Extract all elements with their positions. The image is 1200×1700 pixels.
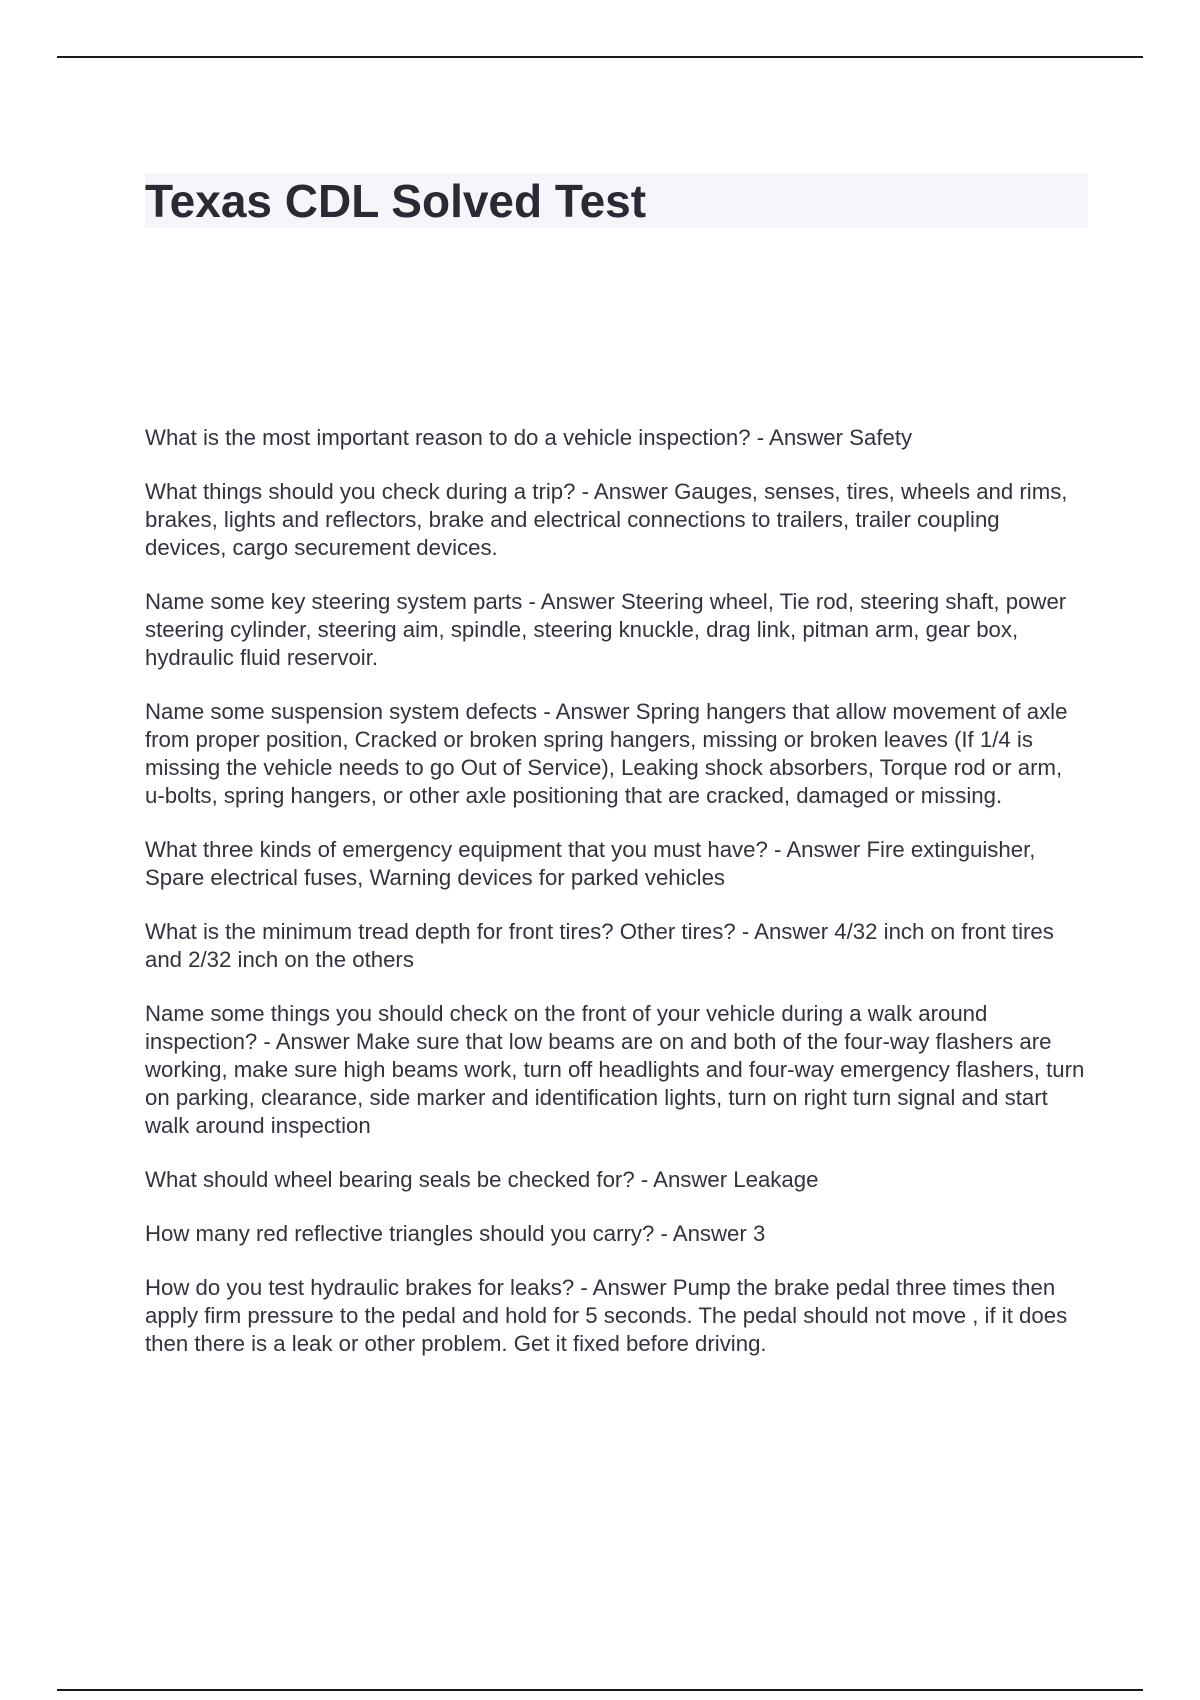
qa-item: How do you test hydraulic brakes for leaks? - Answer Pump the brake pedal three times then apply firm pressure to the pedal and hold for 5 seconds. The pedal should not move , if it does then there is a leak or other problem. Get it fixed before driving. [145, 1275, 1068, 1356]
qa-item: How many red reflective triangles should you carry? - Answer 3 [145, 1221, 766, 1246]
bottom-divider [57, 1689, 1143, 1691]
qa-item: What should wheel bearing seals be checked for? - Answer Leakage [145, 1167, 819, 1192]
qa-item: What is the most important reason to do a vehicle inspection? - Answer Safety [145, 425, 913, 450]
qa-item: Name some things you should check on the front of your vehicle during a walk around inspection? - Answer Make sure that low beams are on and both of the four-way flashers are working, make sure high beams work, turn off headlights and four-way emergency flashers, turn on parking, clearance, side marker and identification lights, turn on right turn signal and start walk around inspection [145, 1001, 1085, 1138]
qa-item: Name some key steering system parts - Answer Steering wheel, Tie rod, steering shaft, power steering cylinder, steering aim, spindle, steering knuckle, drag link, pitman arm, gear box, hydraulic fluid reservoir. [145, 589, 1067, 670]
page-title: Texas CDL Solved Test [145, 175, 647, 227]
qa-item: What things should you check during a trip? - Answer Gauges, senses, tires, wheels and rims, brakes, lights and reflectors, brake and electrical connections to trailers, trailer coupling devices, cargo securement devices. [145, 479, 1068, 560]
top-divider [57, 56, 1143, 58]
qa-item: What three kinds of emergency equipment that you must have? - Answer Fire extinguisher, Spare electrical fuses, Warning devices for parked vehicles [145, 837, 1036, 890]
qa-list [145, 424, 1085, 1384]
qa-item: What is the minimum tread depth for front tires? Other tires? - Answer 4/32 inch on front tires and 2/32 inch on the others [145, 919, 1054, 972]
qa-item: Name some suspension system defects - Answer Spring hangers that allow movement of axle from proper position, Cracked or broken spring hangers, missing or broken leaves (If 1/4 is missing the vehicle needs to go Out of Service), Leaking shock absorbers, Torque rod or arm, u-bolts, spring hangers, or other axle positioning that are cracked, damaged or missing. [145, 699, 1068, 808]
